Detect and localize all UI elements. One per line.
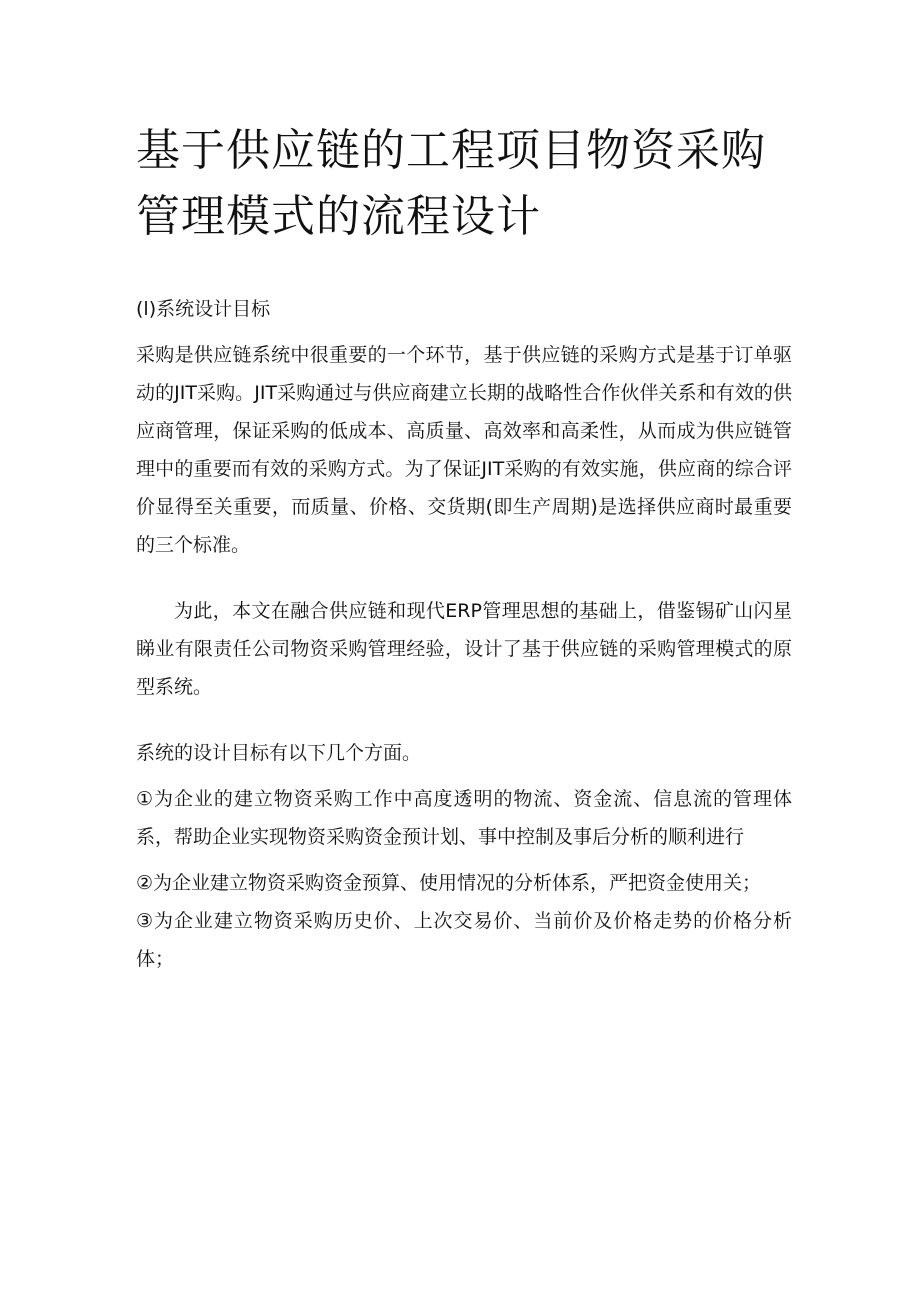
list-item-goal-1: ①为企业的建立物资采购工作中高度透明的物流、资金流、信息流的管理体系，帮助企业实现物资采购资金预计划、事中控制及事后分析的顺利进行 bbox=[136, 788, 792, 848]
document-body bbox=[136, 290, 792, 978]
section-heading: (l)系统设计目标 bbox=[136, 298, 271, 320]
list-item-goal-3: ③为企业建立物资采购历史价、上次交易价、当前价及价格走势的价格分析体； bbox=[136, 910, 792, 970]
paragraph-prototype-system: 为此，本文在融合供应链和现代ERP管理思想的基础上，借鉴锡矿山闪星睇业有限责任公司物资采购管理经验，设计了基于供应链的采购管理模式的原型系统。 bbox=[136, 600, 792, 698]
document-title: 基于供应链的工程项目物资采购管理模式的流程设计 bbox=[136, 125, 766, 242]
list-item-goal-2: ②为企业建立物资采购资金预算、使用情况的分析体系，严把资金使用关； bbox=[136, 872, 762, 894]
paragraph-goals-intro: 系统的设计目标有以下几个方面。 bbox=[136, 742, 422, 764]
paragraph-jit-procurement: 采购是供应链系统中很重要的一个环节，基于供应链的采购方式是基于订单驱动的JIT采购。JIT采购通过与供应商建立长期的战略性合作伙伴关系和有效的供应商管理，保证采购的低成本、高质量、高效率和高柔性，从而成为供应链管理中的重要而有效的采购方式。为了保证JIT采购的有效实施，供应商的综合评价显得至关重要，而质量、价格、交货期(即生产周期)是选择供应商时最重要的三个标准。 bbox=[136, 344, 792, 556]
